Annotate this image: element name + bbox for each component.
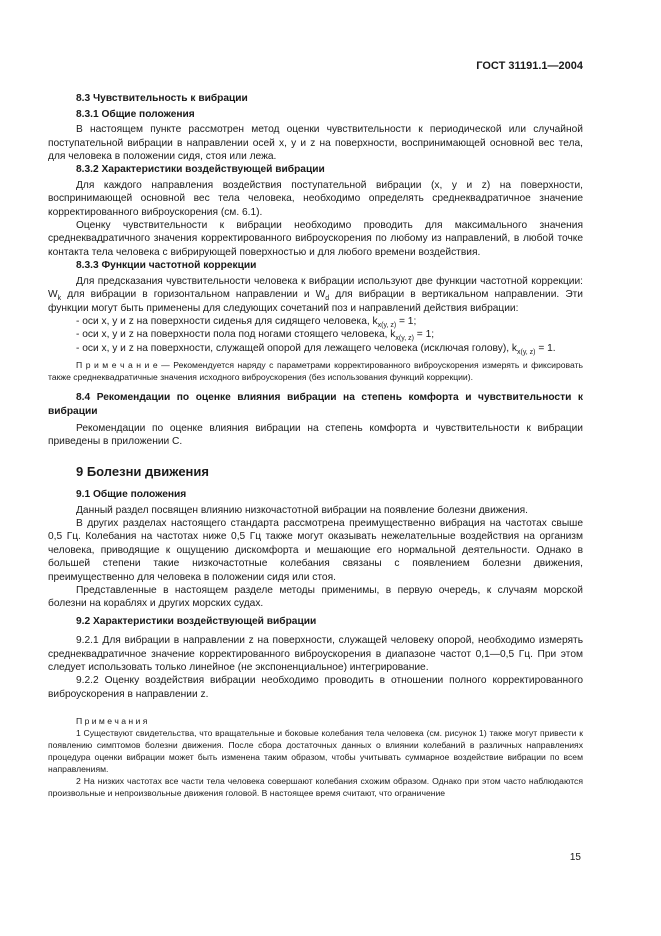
section-9-2-heading: 9.2 Характеристики воздействующей вибрации bbox=[76, 615, 317, 627]
list-item-seated: - оси x, y и z на поверхности сиденья для сидящего человека, $k_{x(y, z)} = 1$; bbox=[76, 315, 417, 329]
list-item-lying: - оси x, y и z на поверхности, служащей опорой для лежащего человека (исключая голову), $k_{x(y, z)} = 1$. bbox=[76, 342, 556, 356]
section-9-1-text-3: Представленные в настоящем разделе методы применимы, в первую очередь, к случаям морской болезни на кораблях и других морских судах. bbox=[48, 585, 583, 610]
list-item-standing: - оси x, y и z на поверхности пола под ногами стоящего человека, $k_{x(y, z)} = 1$; bbox=[76, 329, 435, 343]
note-9-2-2: 2 На низких частотах все части тела человека совершают колебания схожим образом. Однако при этом часто наблюдаются произвольные и непроизвольные движения головой. В настоящее время считают, что ограничение bbox=[48, 776, 583, 799]
section-8-3-1-text: В настоящем пункте рассмотрен метод оценки чувствительности к периодической или случайной поступательной вибрации в направлении осей x, y и z на поверхности, воспринимающей основной вес тела, для человека в положении сидя, стоя или лежа. bbox=[48, 124, 583, 163]
document-id: ГОСТ 31191.1—2004 bbox=[476, 60, 583, 72]
section-8-4-heading: 8.4 Рекомендации по оценке влияния вибрации на степень комфорта и чувствительности к вибрации bbox=[48, 392, 583, 417]
section-9-1-text-1: Данный раздел посвящен влиянию низкочастотной вибрации на появление болезни движения. bbox=[76, 504, 528, 516]
section-9-2-1-text: 9.2.1 Для вибрации в направлении z на поверхности, служащей человеку опорой, необходимо измерять среднеквадратичное значение корректированного виброускорения в диапазоне частот 0,1—0,5 Гц. При этом следует использовать только линейное (не экспоненциальное) интегрирование. bbox=[48, 635, 583, 674]
section-9-2-2-text: 9.2.2 Оценку воздействия вибрации необходимо проводить в отношении полного корректированного виброускорения в направлении z. bbox=[48, 675, 583, 700]
section-8-3-heading: 8.3 Чувствительность к вибрации bbox=[76, 93, 248, 105]
section-8-3-3-heading: 8.3.3 Функции частотной коррекции bbox=[76, 260, 257, 272]
section-8-3-3-text: Для предсказания чувствительности человека к вибрации используют две функции частотной коррекции: $W_k$ для вибрации в горизонтальном направлении и $W_d$ для вибрации в вертикальном направлении. Эти функции могут быть применены для следующих сочетаний поз и направлений действия вибрации: bbox=[48, 275, 583, 314]
section-8-3-1-heading: 8.3.1 Общие положения bbox=[76, 108, 195, 120]
section-8-3-2-heading: 8.3.2 Характеристики воздействующей вибрации bbox=[76, 164, 325, 176]
section-9-heading: 9 Болезни движения bbox=[76, 463, 209, 479]
notes-9-2-label: П р и м е ч а н и я bbox=[76, 716, 148, 727]
note-9-2-1: 1 Существуют свидетельства, что вращательные и боковые колебания тела человека (см. рисунок 1) также могут привести к появлению симптомов болезни движения. После сбора достаточных данных о влиянии колебаний в различных направлениях процедура оценки вибрации может быть изменена таким образом, чтобы учитывать суммарное воздействие вибрации по всем направлениям. bbox=[48, 728, 583, 775]
section-8-3-2-text-1: Для каждого направления воздействия поступательной вибрации (x, y и z) на поверхности, воспринимающей основной вес тела человека, необходимо определять среднеквадратичное значение корректированного виброускорения (см. 6.1). bbox=[48, 179, 583, 218]
section-8-4-text: Рекомендации по оценке влияния вибрации на степень комфорта и чувствительности к вибрации приведены в приложении С. bbox=[48, 422, 583, 448]
section-9-1-heading: 9.1 Общие положения bbox=[76, 489, 187, 501]
section-8-3-2-text-2: Оценку чувствительности к вибрации необходимо проводить для максимального значения среднеквадратичного значения корректированного виброускорения по любому из направлений, в любой точке контакта тела человека с вибрирующей поверхностью и для любого времени воздействия. bbox=[48, 220, 583, 258]
note-8-3: П р и м е ч а н и е — Рекомендуется наряду с параметрами корректированного виброускорения измерять и фиксировать также среднеквадратичные значения исходного виброускорения (без использования функций коррекции). bbox=[48, 360, 583, 383]
section-9-1-text-2: В других разделах настоящего стандарта рассмотрена преимущественно вибрация на частотах свыше 0,5 Гц. Колебания на частотах ниже 0,5 Гц также могут оказывать нежелательные воздействия на организм человека, приводящие к ощущению дискомфорта и мешающие его нормальной деятельности. Однако в большей степени такие низкочастотные колебания связаны с появлением болезни движения, преимущественно для человека в положении сидя или стоя. bbox=[48, 517, 583, 583]
page-number: 15 bbox=[569, 852, 581, 863]
